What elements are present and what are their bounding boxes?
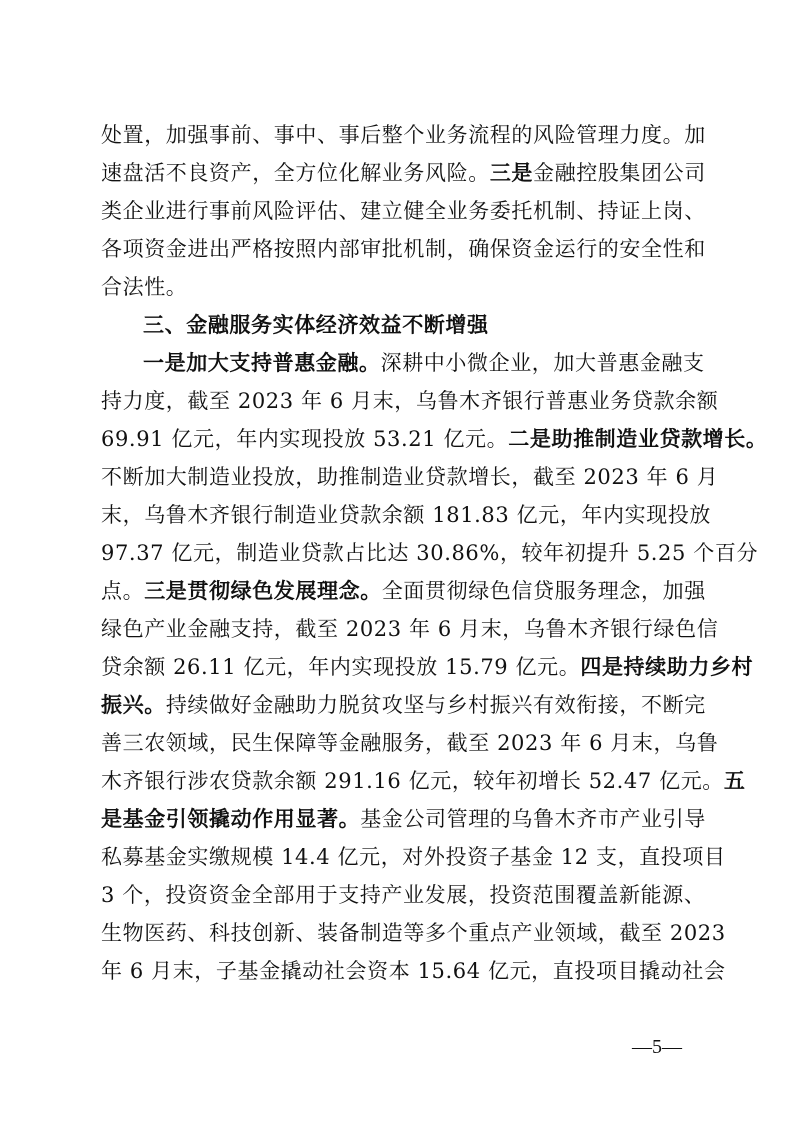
text-line [101, 422, 768, 456]
text-line [101, 726, 719, 760]
text-span: 生物医药、科技创新、装备制造等多个重点产业领域，截至 2023 [101, 921, 726, 945]
text-line [101, 764, 746, 798]
text-line [101, 840, 726, 874]
text-span: 不断加大制造业投放，助推制造业贷款增长，截至 2023 年 6 月 [101, 465, 719, 489]
emphasis-text: 三是 [489, 161, 534, 185]
emphasis-text: 四是持续助力乡村 [580, 654, 754, 679]
text-line [101, 156, 706, 190]
text-line [101, 688, 706, 722]
text-span: 点。 [101, 579, 145, 603]
emphasis-text: 二是助推制造业贷款增长。 [508, 426, 768, 451]
text-line [101, 802, 706, 836]
text-span: 69.91 亿元，年内实现投放 53.21 亿元。 [101, 427, 509, 451]
text-span: 合法性。 [101, 275, 188, 299]
text-span: 持力度，截至 2023 年 6 月末，乌鲁木齐银行普惠业务贷款余额 [101, 389, 719, 413]
text-line [101, 954, 726, 988]
text-span: 持续做好金融助力脱贫攻坚与乡村振兴有效衔接，不断完 [165, 693, 706, 717]
text-line [101, 270, 695, 304]
text-line [101, 650, 754, 684]
text-line [101, 574, 706, 608]
text-span: 深耕中小微企业，加大普惠金融支 [380, 351, 705, 375]
text-line [101, 384, 719, 418]
text-span: 金融控股集团公司 [533, 161, 706, 185]
emphasis-text: 一是加大支持普惠金融。 [143, 350, 381, 375]
text-line [101, 194, 706, 228]
text-span: 3 个，投资资金全部用于支持产业发展，投资范围覆盖新能源、 [101, 883, 706, 907]
section-heading: 三、金融服务实体经济效益不断增强 [143, 313, 489, 337]
text-span: 97.37 亿元，制造业贷款占比达 30.86%，较年初提升 5.25 个百分 [101, 541, 759, 565]
text-span: 类企业进行事前风险评估、建立健全业务委托机制、持证上岗、 [101, 199, 706, 223]
text-line [101, 916, 726, 950]
page-number: —5— [632, 1036, 682, 1058]
text-line [101, 232, 706, 266]
text-span: 贷余额 26.11 亿元，年内实现投放 15.79 亿元。 [101, 655, 581, 679]
text-line [101, 118, 706, 152]
text-line [101, 878, 706, 912]
text-span: 全面贯彻绿色信贷服务理念，加强 [381, 579, 706, 603]
text-span: 私募基金实缴规模 14.4 亿元，对外投资子基金 12 支，直投项目 [101, 845, 726, 869]
text-span: 绿色产业金融支持，截至 2023 年 6 月末，乌鲁木齐银行绿色信 [101, 617, 719, 641]
text-span: 处置，加强事前、事中、事后整个业务流程的风险管理力度。加 [101, 123, 706, 147]
text-line [101, 460, 719, 494]
text-line [143, 346, 705, 380]
text-span: 末，乌鲁木齐银行制造业贷款余额 181.83 亿元，年内实现投放 [101, 503, 712, 527]
emphasis-text: 是基金引领撬动作用显著。 [101, 807, 361, 831]
text-span: 善三农领域，民生保障等金融服务，截至 2023 年 6 月末，乌鲁 [101, 731, 719, 755]
text-span: 年 6 月末，子基金撬动社会资本 15.64 亿元，直投项目撬动社会 [101, 959, 726, 983]
emphasis-text: 五 [723, 769, 746, 793]
text-span: 速盘活不良资产，全方位化解业务风险。 [101, 161, 490, 185]
emphasis-text: 三是贯彻绿色发展理念。 [144, 578, 382, 603]
text-line [101, 612, 719, 646]
text-line [101, 498, 712, 532]
text-line [101, 536, 759, 570]
text-span: 基金公司管理的乌鲁木齐市产业引导 [360, 807, 706, 831]
emphasis-text: 振兴。 [101, 692, 166, 717]
text-span: 木齐银行涉农贷款余额 291.16 亿元，较年初增长 52.47 亿元。 [101, 769, 724, 793]
text-span: 各项资金进出严格按照内部审批机制，确保资金运行的安全性和 [101, 237, 706, 261]
